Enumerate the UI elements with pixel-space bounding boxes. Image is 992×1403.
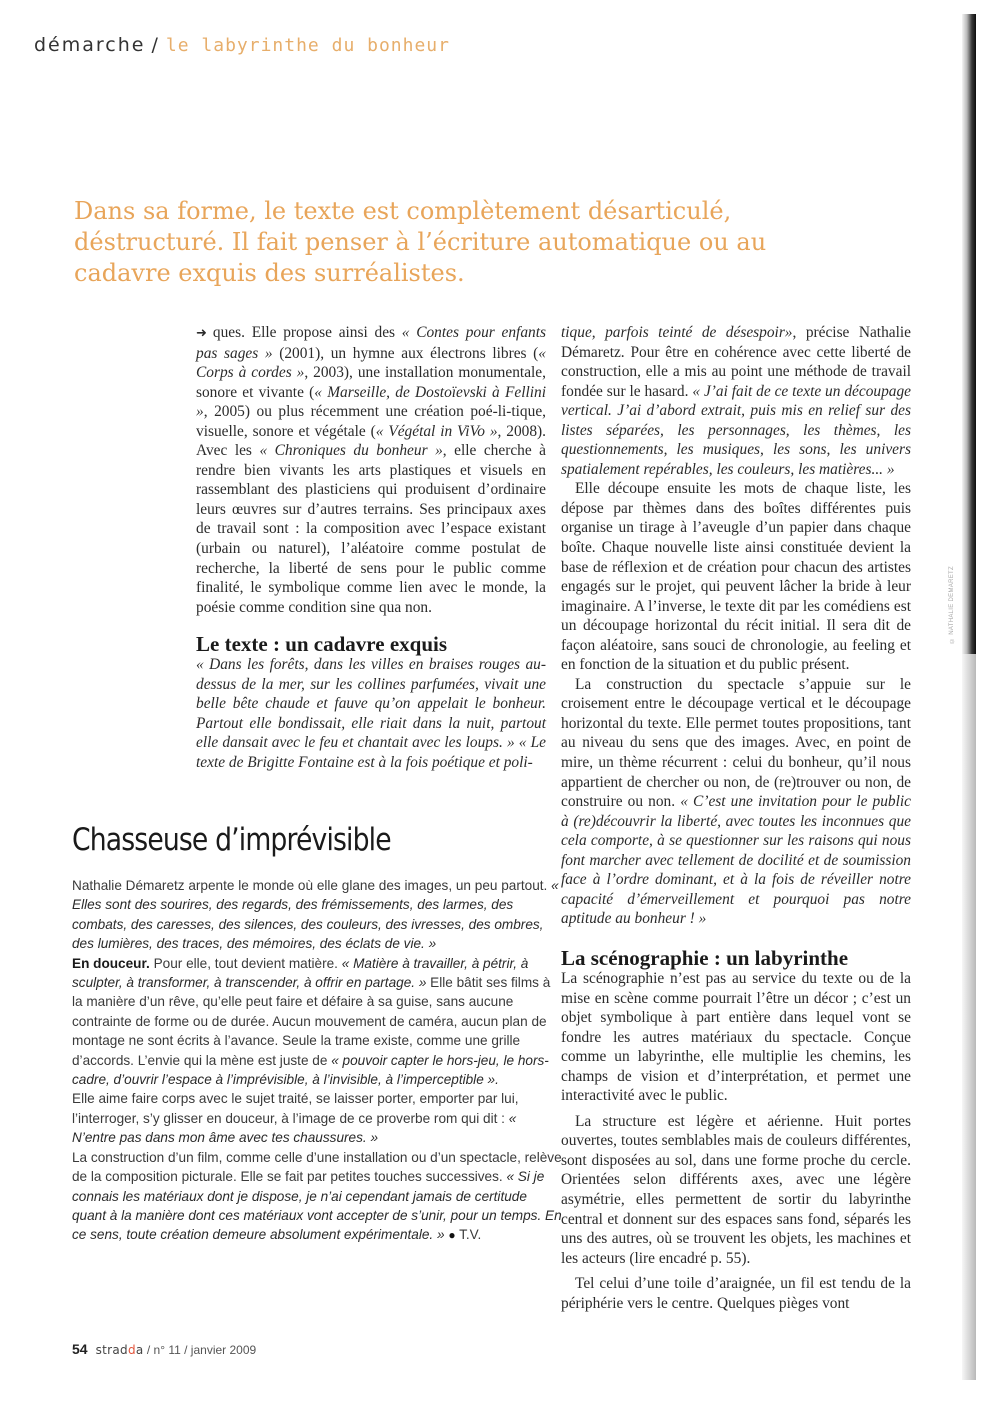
paragraph: La scénographie n’est pas au service du texte ou de la mise en scène comme pourrait l’être un décor ; c’est un objet symbolique à part entière dans lequel vont se fondre les autres matériaux du spectacle. Conçue comme un labyrinthe, elle multiplie les chemins, les champs de vision et d’interprétation, et permet une interactivité avec le public.	[561, 969, 911, 1105]
issue-info: / n° 11 / janvier 2009	[146, 1343, 257, 1357]
sidebar-paragraph: En douceur. Pour elle, tout devient matière. « Matière à travailler, à pétrir, à sculpter, à transformer, à transcender, à offrir en partage. » Elle bâtit ses films à la manière d’un rêve, qu’elle peut faire et défaire à sa guise, sans aucune contrainte de forme ou de durée. Aucun mouvement de caméra, aucun plan de montage ne sont écrits à l’avance. Seule la trame existe, comme une grille d’accords. L’envie qui la mène est juste de « pouvoir capter le hors-jeu, le hors-cadre, d’ouvrir l’espace à l’imprévisible, à l’invisible, à l’imperceptible ».	[72, 955, 551, 1088]
photo-credit: © NATHALIE DÉMARETZ	[949, 566, 955, 644]
pull-quote: Dans sa forme, le texte est complètement désarticulé, déstructuré. Il fait penser à l’écriture automatique ou au cadavre exquis des surréalistes.	[74, 197, 767, 287]
sidebar-paragraph: Nathalie Démaretz arpente le monde où elle glane des images, un peu partout. « Elles sont des sourires, des regards, des frémissements, des larmes, des combats, des caresses, des silences, des couleurs, des ivresses, des ombres, des lumières, des traces, des mémoires, des éclats de vie. »	[72, 878, 559, 952]
subhead-scenographie: La scénographie : un labyrinthe	[561, 945, 849, 970]
subhead-texte: Le texte : un cadavre exquis	[196, 632, 448, 657]
section-header	[34, 34, 450, 56]
sidebar-paragraph: La construction d’un film, comme celle d’une installation ou d’un spectacle, relève de la composition picturale. Elle se fait par petites touches successives. « Si je connais les matériaux dont je dispose, je n’ai cependant jamais de certitude quant à la manière dont ces matériaux vont accepter de s’unir, pour un temps. En ce sens, toute création demeure absolument expérimentale. » ● T.V.	[72, 1149, 562, 1243]
magazine-brand: stradda	[95, 1343, 144, 1357]
paragraph: tique, parfois teinté de désespoir», précise Nathalie Démaretz. Pour être en cohérence avec cette liberté de construction, elle a mis au point une méthode de travail fondée sur le hasard. « J’ai fait de ce texte un découpage vertical. J’ai d’abord extrait, puis mis en relief sur des listes séparées, les personnages, les thèmes, les questionnements, les musiques, les sons, les univers spatialement repérables, les couleurs, les matières... »	[561, 324, 911, 478]
page-number: 54	[72, 1341, 88, 1357]
section-topic: le labyrinthe du bonheur	[165, 35, 450, 56]
paragraph: « Dans les forêts, dans les villes en braises rouges au-dessus de la mer, sur les collines parfumées, vivait une belle bête chaude et fauve qu’on appelait le bonheur. Partout elle bondissait, elle riait dans la nuit, partout elle dansait avec le feu et chantait avec les loups. » « Le texte de Brigitte Fontaine est à la fois poétique et poli-	[196, 656, 546, 771]
paragraph: La construction du spectacle s’appuie sur le croisement entre le découpage vertical et le découpage horizontal du texte. Elle permet toutes propositions, tant au niveau du sens que des images. Avec, en point de mire, un thème récurrent : celui du bonheur, qu’il nous appartient de chercher ou non, de (re)trouver ou non, de construire ou non. « C’est une invitation pour le public à (re)découvrir la liberté, avec toutes les inconnues que cela comporte, à se questionner sur les raisons qui nous font marcher avec tellement de docilité et de soumission face à l’ordre dominant, et à la fois de réveiller notre capacité d’émerveillement et pourquoi pas notre aptitude au bonheur ! »	[561, 675, 911, 928]
author-signature: T.V.	[459, 1227, 482, 1243]
paragraph: ➜ ques. Elle propose ainsi des « Contes pour enfants pas sages » (2001), un hymne aux électrons libres (« Corps à cordes », 2003), une installation monumentale, sonore et vivante (« Marseille, de Dostoïevski à Fellini », 2005) ou plus récemment une création poé-li-tique, visuelle, sonore et végétale (« Végétal in ViVo », 2008). Avec les « Chroniques du bonheur », elle cherche à rendre bien vivants les arts plastiques et visuels en rassemblant des plasticiens qui produisent d’ordinaire leurs œuvres sur d’autres terrains. Ses principaux axes de travail sont : la composition avec l’espace existant (urbain ou naturel), l’aléatoire comme postulat de recherche, la liberté de sens pour le public comme finalité, le symbolique comme lien avec le monde, la poésie comme condition sine qua non.	[196, 324, 547, 616]
paragraph: Elle découpe ensuite les mots de chaque liste, les dépose par thèmes dans des boîtes différentes puis organise un tirage à l’aveugle d’un papier dans chaque boîte. Chaque nouvelle liste ainsi constituée devient la base de réflexion et de création pour chacun des artistes engagés sur le projet, qui peuvent lâcher la bride à leur imaginaire. A l’inverse, le texte dit par les comédiens est un découpage horizontal du récit initial. Il sera dit de façon aléatoire, sans souci de chronologie, au feeling et en fonction de la situation et du public présent.	[561, 480, 911, 674]
article-column-left	[196, 323, 546, 772]
continuation-arrow-icon: ➜	[196, 326, 207, 341]
sidebar-title: Chasseuse d’imprévisible	[72, 822, 391, 858]
article-column-right	[561, 323, 911, 1313]
sidebar-paragraph: Elle aime faire corps avec le sujet traité, se laisser porter, emporter par lui, l’interroger, s’y glisser en douceur, à l’image de ce proverbe rom qui dit : « N’entre pas dans mon âme avec tes chaussures. »	[72, 1091, 519, 1146]
sidebar-box	[72, 876, 562, 1246]
paragraph: La structure est légère et aérienne. Huit portes ouvertes, toutes semblables mais de couleurs différentes, sont disposées au sol, dans une forme proche du cercle. Orientées selon différents axes, avec une légère asymétrie, elles permettent de sortir du labyrinthe central et donnent sur des espaces sans fond, séparés les uns des autres, où se trouvent les objets, les machines et les acteurs (lire encadré p. 55).	[561, 1112, 911, 1267]
section-separator: /	[151, 34, 160, 56]
page-binding-edge-lower	[962, 654, 976, 1380]
section-label: démarche	[34, 34, 146, 56]
paragraph: Tel celui d’une toile d’araignée, un fil est tendu de la périphérie vers le centre. Quelques pièges vont	[561, 1275, 911, 1312]
page-binding-edge	[962, 14, 976, 654]
end-bullet-icon: ●	[448, 1228, 456, 1243]
page-footer	[72, 1341, 256, 1357]
